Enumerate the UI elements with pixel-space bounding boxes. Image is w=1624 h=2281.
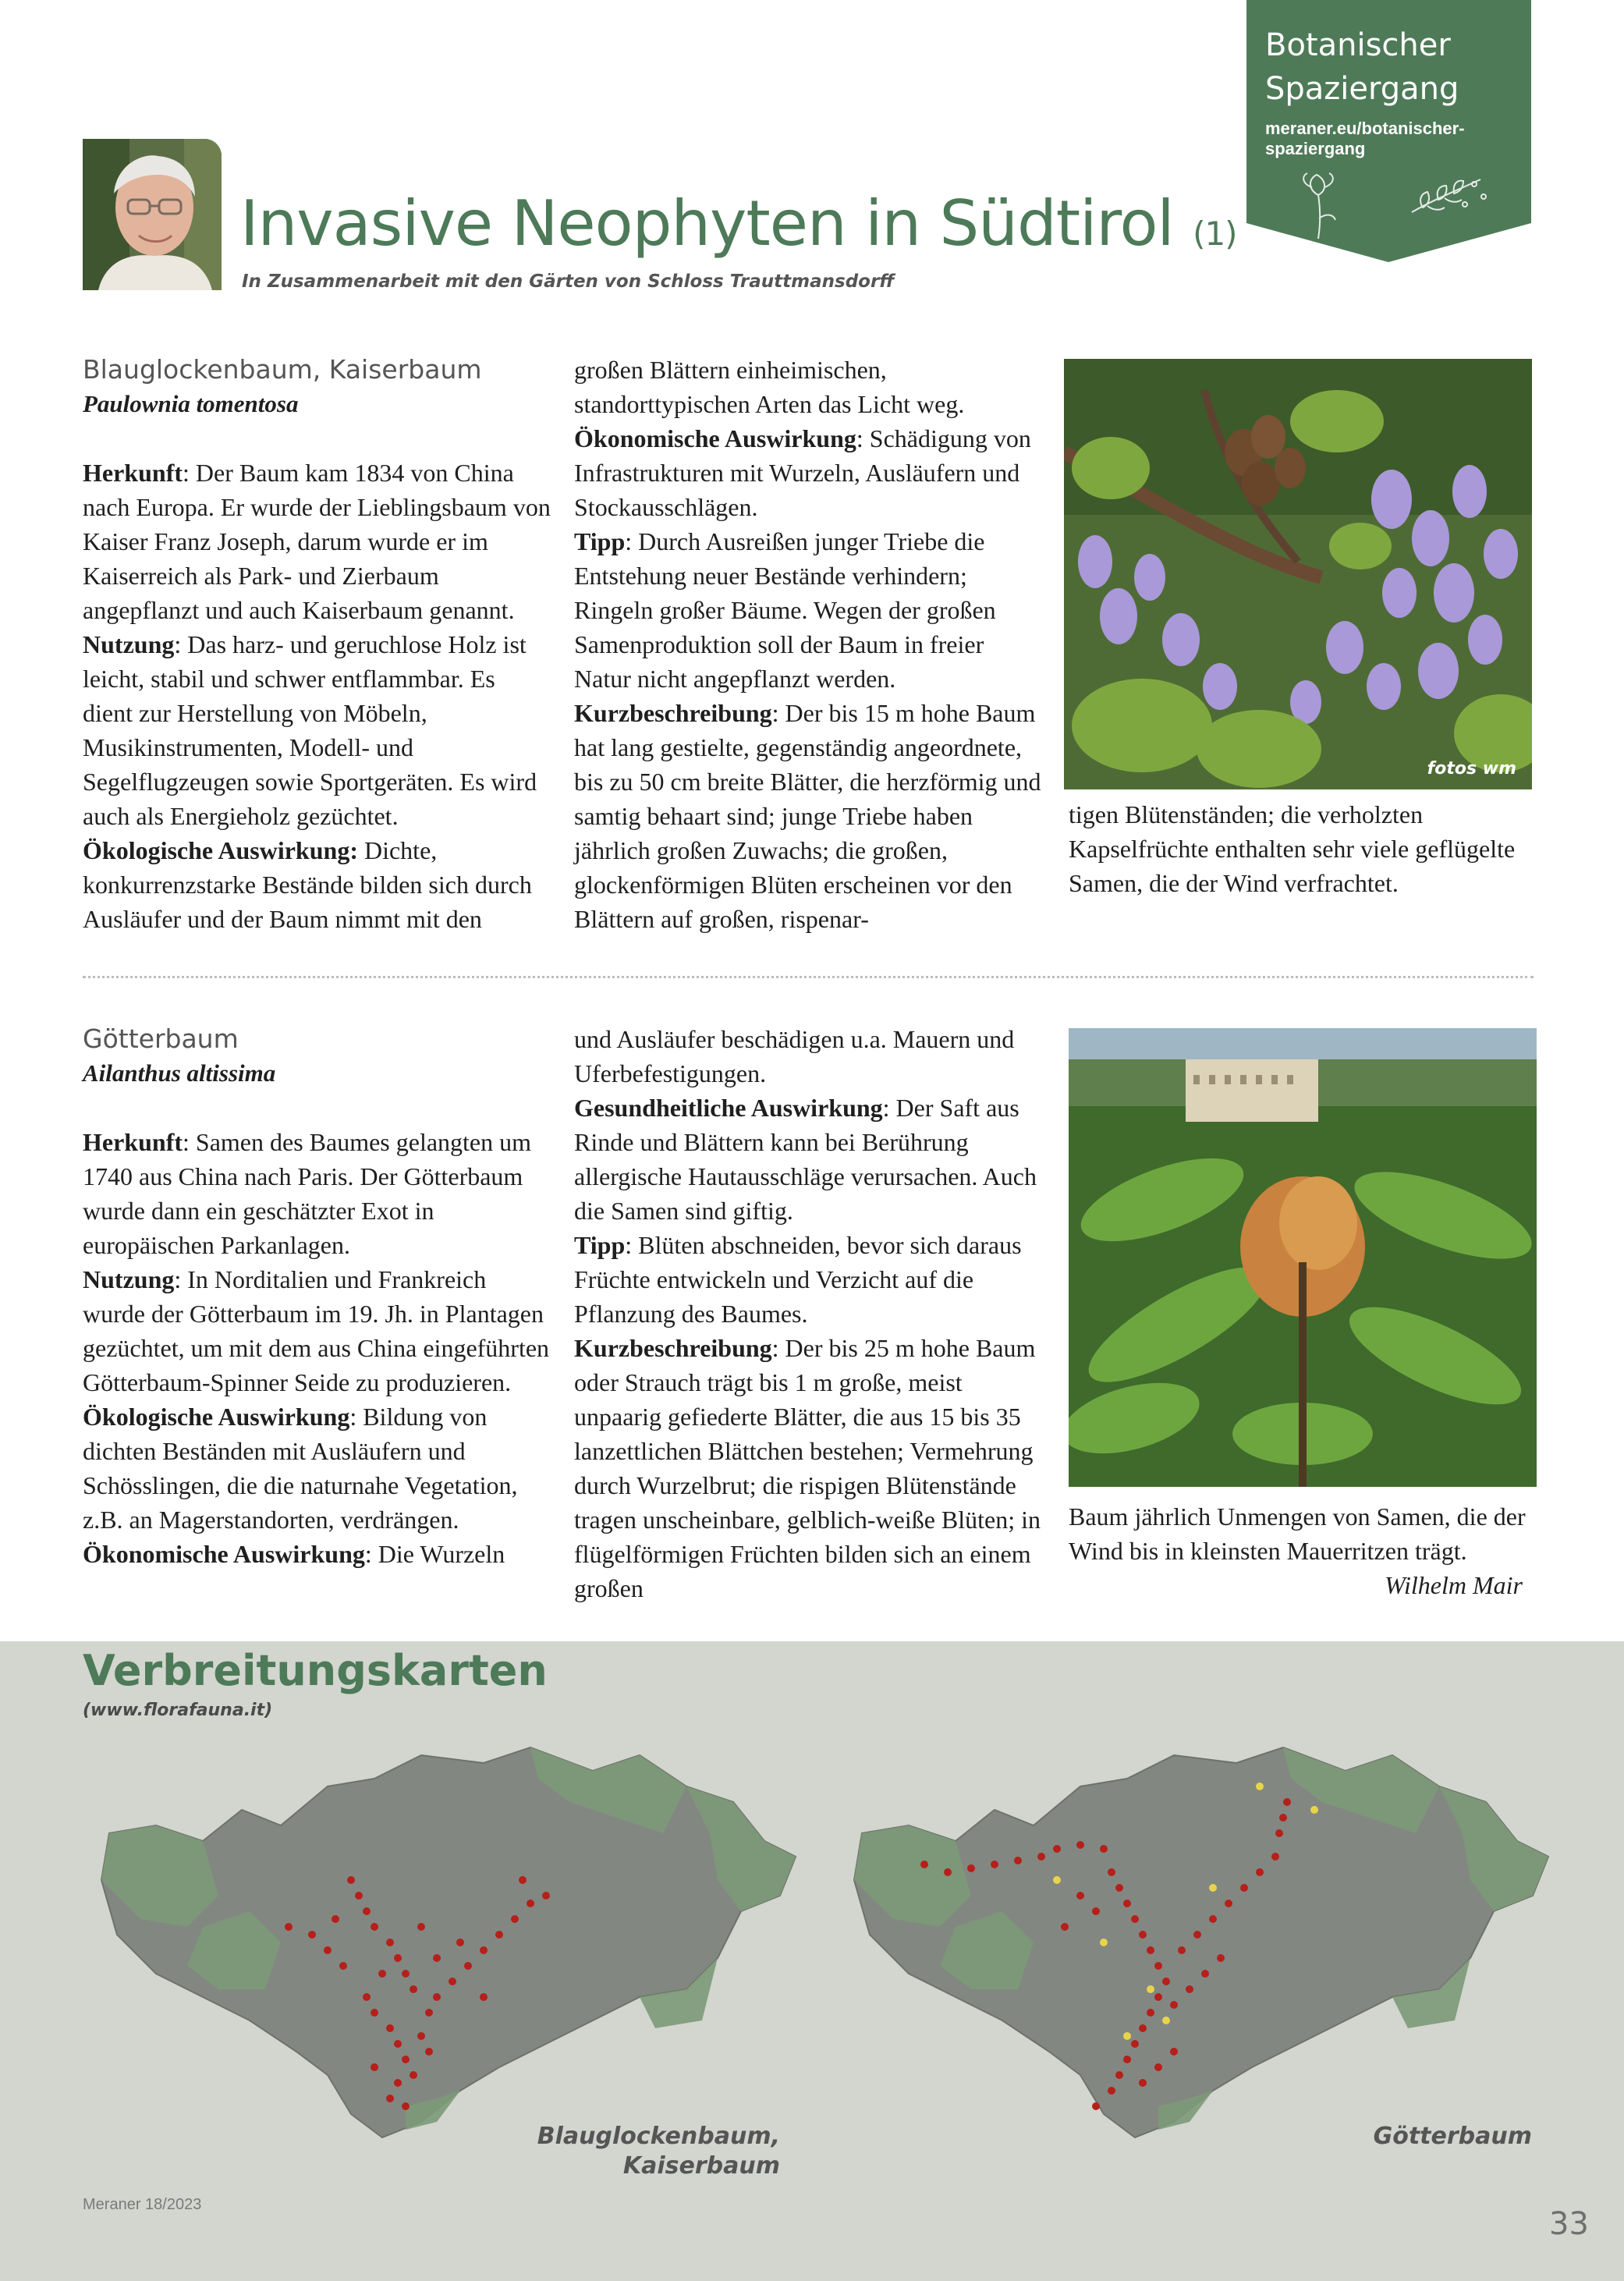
section1-column2 [574, 353, 1042, 936]
map-caption-goetterbaum: Götterbaum [1373, 2123, 1532, 2150]
section1-col2-paragraph: großen Blättern einheimischen, standorttypischen Arten das Licht weg. [574, 356, 965, 418]
section2-col2-paragraph: Kurzbeschreibung: Der bis 25 m hohe Baum oder Strauch trägt bis 1 m große, meist unpaarig gefiederte Blätter, die aus 15 bis 35 lanzettlichen Blättchen bestehen; Vermehrung durch Wurzelbrut; die rispigen Blütenstände tragen unscheinbare, gelblich-weiße Blüten; in flügelförmigen Früchten bilden sich an einem großen [574, 1334, 1041, 1602]
map-caption-line1: Blauglockenbaum, [537, 2123, 780, 2150]
section2-col2-paragraph: Tipp: Blüten abschneiden, bevor sich daraus Früchte entwickeln und Verzicht auf die Pflanzung des Baumes. [574, 1231, 1022, 1328]
section2-column1 [83, 1022, 551, 1571]
section1-col2-paragraph: Kurzbeschreibung: Der bis 15 m hohe Baum hat lang gestielte, gegenständig angeordnete, bis zu 50 cm breite Blätter, die herzförmig und samtig behaart sind; junge Triebe haben jährlich großen Zuwachs; die großen, glockenförmigen Blüten erscheinen vor den Blättern auf großen, rispenar- [574, 699, 1041, 933]
issue-footer: Meraner 18/2023 [83, 2196, 202, 2213]
section2-col3-text: Baum jährlich Unmengen von Samen, die der Wind bis in kleinsten Mauerritzen trägt. [1069, 1502, 1526, 1565]
series-banner [1246, 0, 1531, 262]
article-author: Wilhelm Mair [1385, 1571, 1523, 1599]
banner-title-line2: Spaziergang [1265, 71, 1459, 107]
section2-column2 [574, 1022, 1042, 1605]
banner-url[interactable]: meraner.eu/botanischer-spaziergang [1265, 119, 1465, 158]
banner-title [1265, 23, 1523, 111]
section2-col2-paragraph: Gesundheitliche Auswirkung: Der Saft aus Rinde und Blättern kann bei Berührung allergische Hautausschläge verursachen. Auch die Samen sind giftig. [574, 1094, 1037, 1225]
section1-latin-name: Paulownia tomentosa [83, 390, 299, 417]
section2-latin-name: Ailanthus altissima [83, 1059, 276, 1087]
section1-column3 [1069, 797, 1537, 900]
section1-col2-paragraph: Ökonomische Auswirkung: Schädigung von Infrastrukturen mit Wurzeln, Ausläufern und Stockausschlägen. [574, 424, 1031, 521]
maps-source: (www.florafauna.it) [83, 1701, 273, 1720]
map-caption-blauglockenbaum [468, 2122, 780, 2181]
page-title-text: Invasive Neophyten in Südtirol [240, 187, 1174, 260]
section2-col1-paragraph: Ökonomische Auswirkung: Die Wurzeln [83, 1540, 505, 1568]
section2-heading: Götterbaum [83, 1023, 239, 1054]
section-divider [83, 976, 1534, 978]
section1-col1-paragraph: Herkunft: Der Baum kam 1834 von China nach Europa. Er wurde der Lieblingsbaum von Kaiser Franz Joseph, darum wurde er im Kaiserreich als Park- und Zierbaum angepflanzt und auch Kaiserbaum genannt. [83, 459, 551, 624]
page-subtitle: In Zusammenarbeit mit den Gärten von Schloss Trauttmansdorff [242, 271, 895, 292]
map-blauglockenbaum [94, 1740, 811, 2145]
section2-col1-paragraph: Herkunft: Samen des Baumes gelangten um 1740 aus China nach Paris. Der Götterbaum wurde dann ein geschätzter Exot in europäischen Parkanlagen. [83, 1128, 532, 1259]
section2-col2-paragraph: und Ausläufer beschädigen u.a. Mauern und Uferbefestigungen. [574, 1025, 1015, 1087]
photo-credit: fotos wm [1427, 759, 1516, 779]
author-portrait [83, 139, 222, 290]
page-title-number: (1) [1193, 215, 1237, 253]
map-goetterbaum [846, 1740, 1564, 2145]
section2-col1-paragraph: Ökologische Auswirkung: Bildung von dichten Beständen mit Ausläufern und Schösslingen, die die naturnahe Vegetation, z.B. an Magerstandorten, verdrängen. [83, 1403, 518, 1534]
banner-title-line1: Botanischer [1265, 27, 1451, 63]
page-number: 33 [1549, 2206, 1589, 2242]
section2-col1-paragraph: Nutzung: In Norditalien und Frankreich wurde der Götterbaum im 19. Jh. in Plantagen gezüchtet, um mit dem aus China eingeführten Götterbaum-Spinner Seide zu produzieren. [83, 1265, 550, 1396]
section1-column1 [83, 353, 551, 936]
paulownia-photo [1064, 359, 1532, 789]
page-title [240, 187, 1237, 260]
ailanthus-photo [1069, 1028, 1537, 1487]
section1-col1-paragraph: Ökologische Auswirkung: Dichte, konkurrenzstarke Bestände bilden sich durch Ausläufer und der Baum nimmt mit den [83, 836, 532, 933]
section1-col1-paragraph: Nutzung: Das harz- und geruchlose Holz ist leicht, stabil und schwer entflammbar. Es dient zur Herstellung von Möbeln, Musikinstrumenten, Modell- und Segelflugzeugen sowie Sportgeräten. Es wird auch als Energieholz gezüchtet. [83, 630, 537, 830]
map-caption-line2: Kaiserbaum [622, 2152, 780, 2180]
section2-column3 [1069, 1499, 1537, 1599]
section1-heading: Blauglockenbaum, Kaiserbaum [83, 354, 482, 385]
maps-title: Verbreitungskarten [83, 1646, 548, 1695]
section1-col3-text: tigen Blütenständen; die verholzten Kapselfrüchte enthalten sehr viele geflügelte Samen, die der Wind verfrachtet. [1069, 800, 1516, 897]
section1-col2-paragraph: Tipp: Durch Ausreißen junger Triebe die Entstehung neuer Bestände verhindern; Ringeln großer Bäume. Wegen der großen Samenproduktion soll der Baum in freier Natur nicht angepflanzt werden. [574, 527, 996, 693]
